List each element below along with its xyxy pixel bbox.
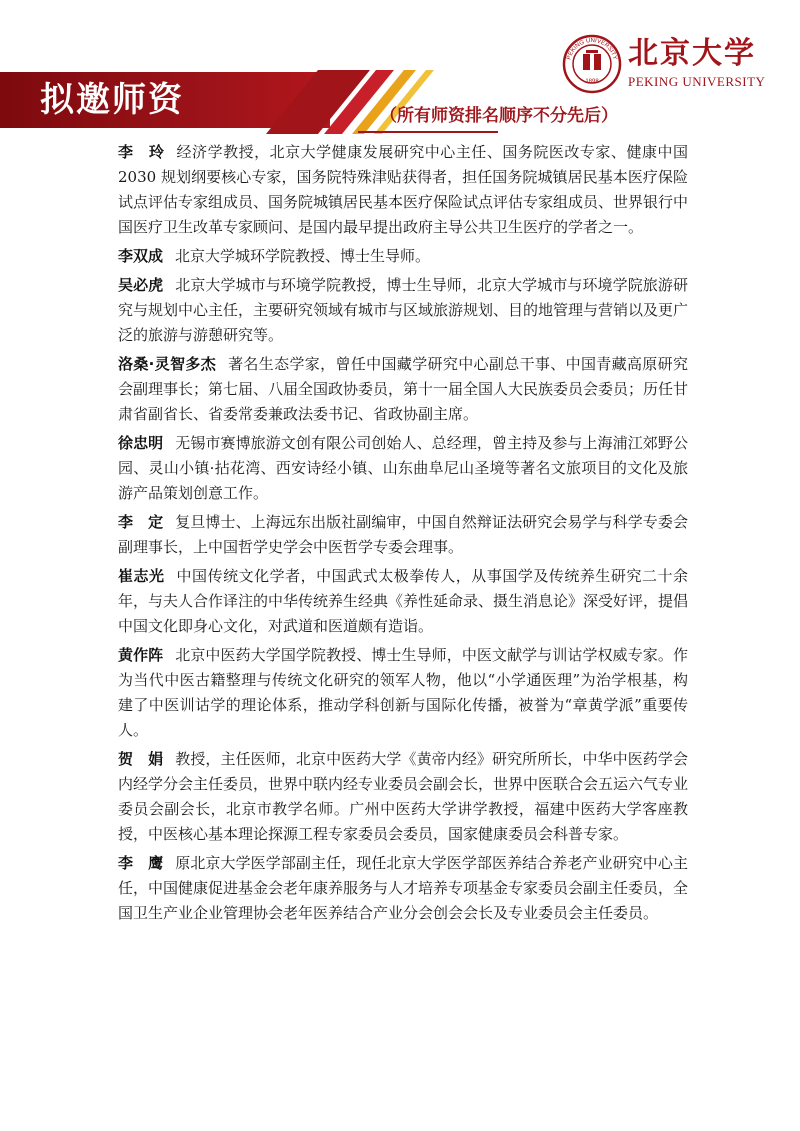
university-logo: [562, 34, 782, 98]
faculty-name: 黄作阵: [118, 646, 164, 664]
faculty-name: 李 玲: [118, 143, 165, 161]
seal-text: PEKING UNIVERSITY: [566, 37, 618, 61]
faculty-bio: 经济学教授，北京大学健康发展研究中心主任、国务院医改专家、健康中国 2030 规划纲要核心专家，国务院特殊津贴获得者，担任国务院城镇居民基本医疗保险试点评估专家组成员、国务院城镇居民基本医疗保险试点评估专家组成员、世界银行中国医疗卫生改革专家顾问、是国内最早提出政府主导公共卫生医疗的学者之一。: [118, 143, 689, 236]
faculty-name: 徐忠明: [118, 434, 164, 452]
faculty-entry: [118, 747, 688, 847]
faculty-name: 李 鹰: [118, 854, 164, 872]
faculty-name: 吴必虎: [118, 276, 164, 294]
faculty-bio: 中国传统文化学者，中国武式太极拳传人，从事国学及传统养生研究二十余年，与夫人合作译注的中华传统养生经典《养性延命录、摄生消息论》深受好评，提倡中国文化即身心文化，对武道和医道颇有造诣。: [118, 567, 689, 635]
page-subtitle: （所有师资排名顺序不分先后）: [380, 106, 618, 126]
faculty-name: 李 定: [118, 513, 164, 531]
university-seal-icon: [562, 34, 622, 94]
faculty-bio: 复旦博士、上海远东出版社副编审，中国自然辩证法研究会易学与科学专委会副理事长，上中国哲学史学会中医哲学专委会理事。: [118, 513, 688, 556]
faculty-entry: [118, 510, 688, 560]
faculty-bio: 教授，主任医师，北京中医药大学《黄帝内经》研究所所长，中华中医药学会内经学分会主任委员，世界中联内经专业委员会副会长，世界中医联合会五运六气专业委员会副会长，北京市教学名师。广州中医药大学讲学教授，福建中医药大学客座教授，中医核心基本理论探源工程专家委员会委员，国家健康委员会科普专家。: [118, 750, 689, 843]
faculty-bio: 著名生态学家，曾任中国藏学研究中心副总干事、中国青藏高原研究会副理事长；第七届、八届全国政协委员，第十一届全国人大民族委员会委员；历任甘肃省副省长、省委常委兼政法委书记、省政协副主席。: [118, 355, 689, 423]
logo-name-cn: 北京大学: [628, 36, 756, 71]
faculty-name: 贺 娟: [118, 750, 164, 768]
faculty-bio: 北京大学城环学院教授、博士生导师。: [175, 247, 431, 265]
faculty-bio: 原北京大学医学部副主任，现任北京大学医学部医养结合养老产业研究中心主任，中国健康促进基金会老年康养服务与人才培养专项基金专家委员会副主任委员，全国卫生产业企业管理协会老年医养结合产业分会创会会长及专业委员会主任委员。: [118, 854, 689, 922]
faculty-entry: [118, 851, 688, 926]
logo-name-en: PEKING UNIVERSITY: [628, 74, 766, 89]
faculty-entry: [118, 643, 688, 743]
faculty-bio: 北京中医药大学国学院教授、博士生导师，中医文献学与训诂学权威专家。作为当代中医古籍整理与传统文化研究的领军人物，他以“小学通医理”为治学根基，构建了中医训诂学的理论体系，推动学科创新与国际化传播，被誉为“章黄学派”重要传人。: [118, 646, 688, 739]
faculty-entry: [118, 431, 688, 506]
faculty-entry: [118, 352, 688, 427]
faculty-name: 李双成: [118, 247, 164, 265]
faculty-entry: [118, 273, 688, 348]
faculty-name: 崔志光: [118, 567, 165, 585]
faculty-list: [118, 140, 688, 930]
faculty-entry: [118, 564, 688, 639]
faculty-bio: 无锡市赛博旅游文创有限公司创始人、总经理，曾主持及参与上海浦江郊野公园、灵山小镇·拈花湾、西安诗经小镇、山东曲阜尼山圣境等著名文旅项目的文化及旅游产品策划创意工作。: [118, 434, 688, 502]
page-title: 拟邀师资: [40, 80, 184, 120]
faculty-name: 洛桑·灵智多杰: [118, 355, 217, 373]
faculty-bio: 北京大学城市与环境学院教授，博士生导师，北京大学城市与环境学院旅游研究与规划中心主任，主要研究领域有城市与区域旅游规划、目的地管理与营销以及更广泛的旅游与游憩研究等。: [118, 276, 689, 344]
seal-year: 1898: [585, 79, 599, 85]
faculty-entry: [118, 244, 688, 269]
faculty-entry: [118, 140, 688, 240]
